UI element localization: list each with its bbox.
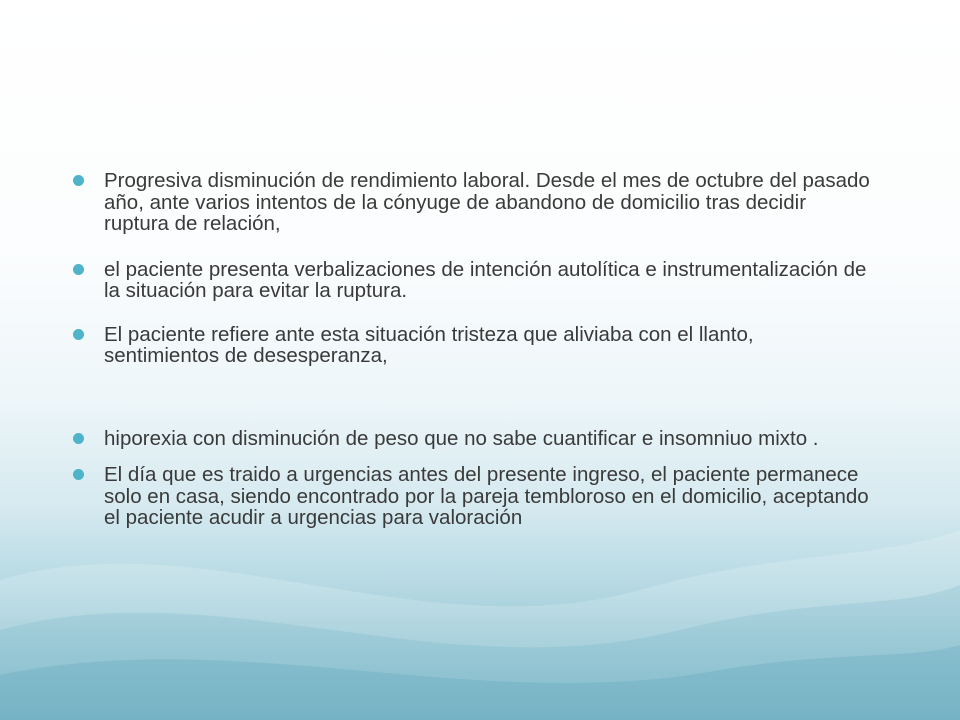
bullet-list — [72, 170, 872, 529]
bullet-item — [72, 428, 872, 450]
bullet-text: El día que es traido a urgencias antes del presente ingreso, el paciente permanece solo en casa, siendo encontrado por la pareja tembloroso en el domicilio, aceptando el paciente acudir a urgencias para valoración — [104, 463, 869, 529]
bullet-text: El paciente refiere ante esta situación tristeza que aliviaba con el llanto, sentimientos de desesperanza, — [104, 322, 754, 367]
bullet-text: hiporexia con disminución de peso que no sabe cuantificar e insomniuo mixto . — [104, 426, 819, 450]
bullet-item — [72, 324, 872, 367]
bullet-dot-icon — [73, 329, 84, 340]
bullet-text: Progresiva disminución de rendimiento laboral. Desde el mes de octubre del pasado año, ante varios intentos de la cónyuge de abandono de domicilio tras decidir ruptura de relación, — [104, 169, 870, 235]
slide-content — [72, 170, 872, 529]
bullet-dot-icon — [73, 264, 84, 275]
bullet-item — [72, 464, 872, 529]
bullet-dot-icon — [73, 433, 84, 444]
bullet-text: el paciente presenta verbalizaciones de intención autolítica e instrumentalización de la situación para evitar la ruptura. — [104, 257, 867, 302]
background-wave-decoration — [0, 500, 960, 720]
bullet-dot-icon — [73, 175, 84, 186]
bullet-item — [72, 259, 872, 302]
bullet-dot-icon — [73, 469, 84, 480]
bullet-item — [72, 170, 872, 235]
